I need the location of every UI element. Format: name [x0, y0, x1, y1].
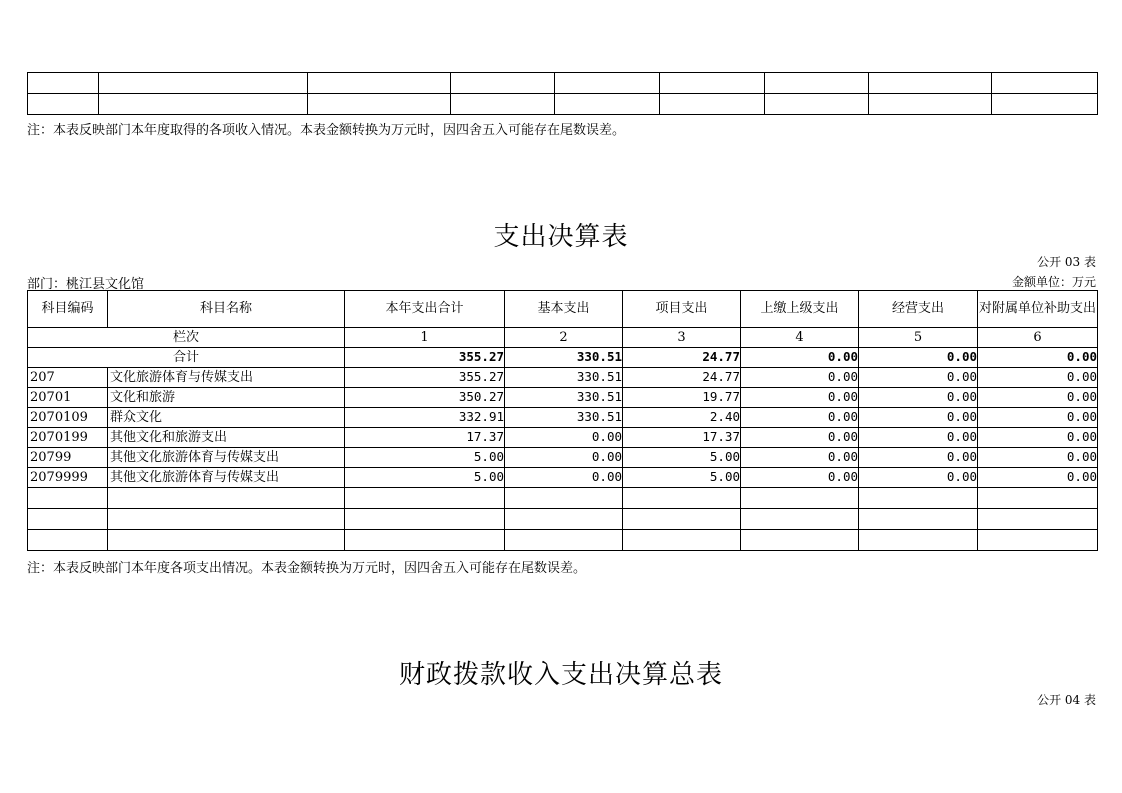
table-cell — [28, 530, 108, 551]
table-cell — [765, 94, 869, 115]
table-cell — [859, 488, 978, 509]
column-number-label: 栏次 — [28, 328, 345, 348]
table-cell — [869, 94, 992, 115]
column-number: 4 — [741, 328, 859, 348]
table-cell — [978, 509, 1098, 530]
empty-row — [28, 488, 1098, 509]
unit-label: 金额单位：万元 — [1011, 275, 1096, 289]
expenditure-title: 支出决算表 — [493, 222, 629, 252]
value-cell: 330.51 — [505, 408, 623, 428]
table-cell — [108, 509, 345, 530]
table-row — [28, 94, 1098, 115]
subject-code: 20799 — [28, 448, 108, 468]
subject-name: 文化和旅游 — [108, 388, 345, 408]
table-cell — [108, 530, 345, 551]
table-cell — [28, 94, 99, 115]
department-label: 部门：桃江县文化馆 — [27, 277, 145, 292]
table-cell — [765, 73, 869, 94]
value-cell: 0.00 — [505, 468, 623, 488]
column-number: 2 — [505, 328, 623, 348]
header-code: 科目编码 — [28, 291, 108, 328]
total-value: 355.27 — [345, 348, 505, 368]
table-cell — [451, 94, 555, 115]
table-cell — [99, 94, 308, 115]
value-cell: 24.77 — [623, 368, 741, 388]
table-cell — [623, 530, 741, 551]
column-number-row — [28, 328, 1098, 348]
value-cell: 2.40 — [623, 408, 741, 428]
header-name: 科目名称 — [108, 291, 345, 328]
header-total: 本年支出合计 — [345, 291, 505, 328]
table-cell — [859, 509, 978, 530]
fiscal-form-code: 公开 04 表 — [1037, 693, 1096, 707]
value-cell: 0.00 — [978, 368, 1098, 388]
table-cell — [28, 509, 108, 530]
table-cell — [992, 73, 1098, 94]
column-number: 3 — [623, 328, 741, 348]
table-cell — [741, 488, 859, 509]
table-cell — [308, 73, 451, 94]
expenditure-form-code: 公开 03 表 — [1037, 255, 1096, 269]
value-cell: 19.77 — [623, 388, 741, 408]
subject-code: 2079999 — [28, 468, 108, 488]
header-operating: 经营支出 — [859, 291, 978, 328]
table-cell — [345, 509, 505, 530]
value-cell: 355.27 — [345, 368, 505, 388]
table-row — [28, 448, 1098, 468]
table-cell — [451, 73, 555, 94]
total-value: 330.51 — [505, 348, 623, 368]
total-label: 合计 — [28, 348, 345, 368]
value-cell: 0.00 — [505, 448, 623, 468]
empty-row — [28, 509, 1098, 530]
value-cell: 0.00 — [741, 468, 859, 488]
table-cell — [99, 73, 308, 94]
subject-name: 其他文化和旅游支出 — [108, 428, 345, 448]
total-value: 24.77 — [623, 348, 741, 368]
table-row — [28, 428, 1098, 448]
total-value: 0.00 — [859, 348, 978, 368]
value-cell: 0.00 — [859, 388, 978, 408]
table-cell — [505, 530, 623, 551]
income-table-continuation — [27, 72, 1098, 115]
table-cell — [555, 94, 660, 115]
value-cell: 0.00 — [859, 428, 978, 448]
subject-code: 207 — [28, 368, 108, 388]
subject-code: 2070109 — [28, 408, 108, 428]
header-basic: 基本支出 — [505, 291, 623, 328]
value-cell: 0.00 — [741, 408, 859, 428]
expenditure-note: 注：本表反映部门本年度各项支出情况。本表金额转换为万元时，因四舍五入可能存在尾数误差。 — [27, 561, 587, 576]
table-cell — [859, 530, 978, 551]
value-cell: 5.00 — [623, 468, 741, 488]
subject-name: 其他文化旅游体育与传媒支出 — [108, 468, 345, 488]
table-cell — [308, 94, 451, 115]
table-cell — [108, 488, 345, 509]
value-cell: 5.00 — [345, 468, 505, 488]
expenditure-table — [27, 290, 1098, 551]
value-cell: 0.00 — [978, 428, 1098, 448]
total-value: 0.00 — [978, 348, 1098, 368]
table-cell — [345, 530, 505, 551]
value-cell: 0.00 — [859, 448, 978, 468]
subject-code: 2070199 — [28, 428, 108, 448]
subject-name: 其他文化旅游体育与传媒支出 — [108, 448, 345, 468]
subject-name: 群众文化 — [108, 408, 345, 428]
value-cell: 0.00 — [741, 388, 859, 408]
table-cell — [741, 509, 859, 530]
column-number: 6 — [978, 328, 1098, 348]
value-cell: 330.51 — [505, 388, 623, 408]
value-cell: 0.00 — [978, 388, 1098, 408]
value-cell: 17.37 — [623, 428, 741, 448]
table-row — [28, 388, 1098, 408]
table-cell — [28, 73, 99, 94]
column-number: 5 — [859, 328, 978, 348]
table-cell — [978, 530, 1098, 551]
value-cell: 0.00 — [978, 468, 1098, 488]
total-value: 0.00 — [741, 348, 859, 368]
value-cell: 0.00 — [859, 468, 978, 488]
table-cell — [345, 488, 505, 509]
value-cell: 0.00 — [978, 448, 1098, 468]
value-cell: 0.00 — [859, 368, 978, 388]
value-cell: 330.51 — [505, 368, 623, 388]
table-row — [28, 73, 1098, 94]
value-cell: 0.00 — [505, 428, 623, 448]
table-row — [28, 468, 1098, 488]
table-row — [28, 368, 1098, 388]
table-cell — [505, 488, 623, 509]
table-cell — [623, 488, 741, 509]
header-subsidy: 对附属单位补助支出 — [978, 291, 1098, 328]
table-cell — [28, 488, 108, 509]
table-cell — [992, 94, 1098, 115]
column-number: 1 — [345, 328, 505, 348]
value-cell: 350.27 — [345, 388, 505, 408]
header-row — [28, 291, 1098, 328]
value-cell: 0.00 — [859, 408, 978, 428]
table-cell — [869, 73, 992, 94]
header-project: 项目支出 — [623, 291, 741, 328]
value-cell: 0.00 — [741, 428, 859, 448]
subject-code: 20701 — [28, 388, 108, 408]
income-note: 注：本表反映部门本年度取得的各项收入情况。本表金额转换为万元时，因四舍五入可能存在尾数误差。 — [27, 123, 626, 138]
value-cell: 0.00 — [741, 368, 859, 388]
value-cell: 332.91 — [345, 408, 505, 428]
table-cell — [660, 94, 765, 115]
table-cell — [555, 73, 660, 94]
fiscal-title: 财政拨款收入支出决算总表 — [398, 660, 723, 690]
value-cell: 0.00 — [741, 448, 859, 468]
value-cell: 5.00 — [345, 448, 505, 468]
table-cell — [505, 509, 623, 530]
table-cell — [660, 73, 765, 94]
table-cell — [741, 530, 859, 551]
value-cell: 17.37 — [345, 428, 505, 448]
header-remit: 上缴上级支出 — [741, 291, 859, 328]
value-cell: 5.00 — [623, 448, 741, 468]
table-cell — [623, 509, 741, 530]
empty-row — [28, 530, 1098, 551]
total-row — [28, 348, 1098, 368]
value-cell: 0.00 — [978, 408, 1098, 428]
subject-name: 文化旅游体育与传媒支出 — [108, 368, 345, 388]
table-row — [28, 408, 1098, 428]
table-cell — [978, 488, 1098, 509]
